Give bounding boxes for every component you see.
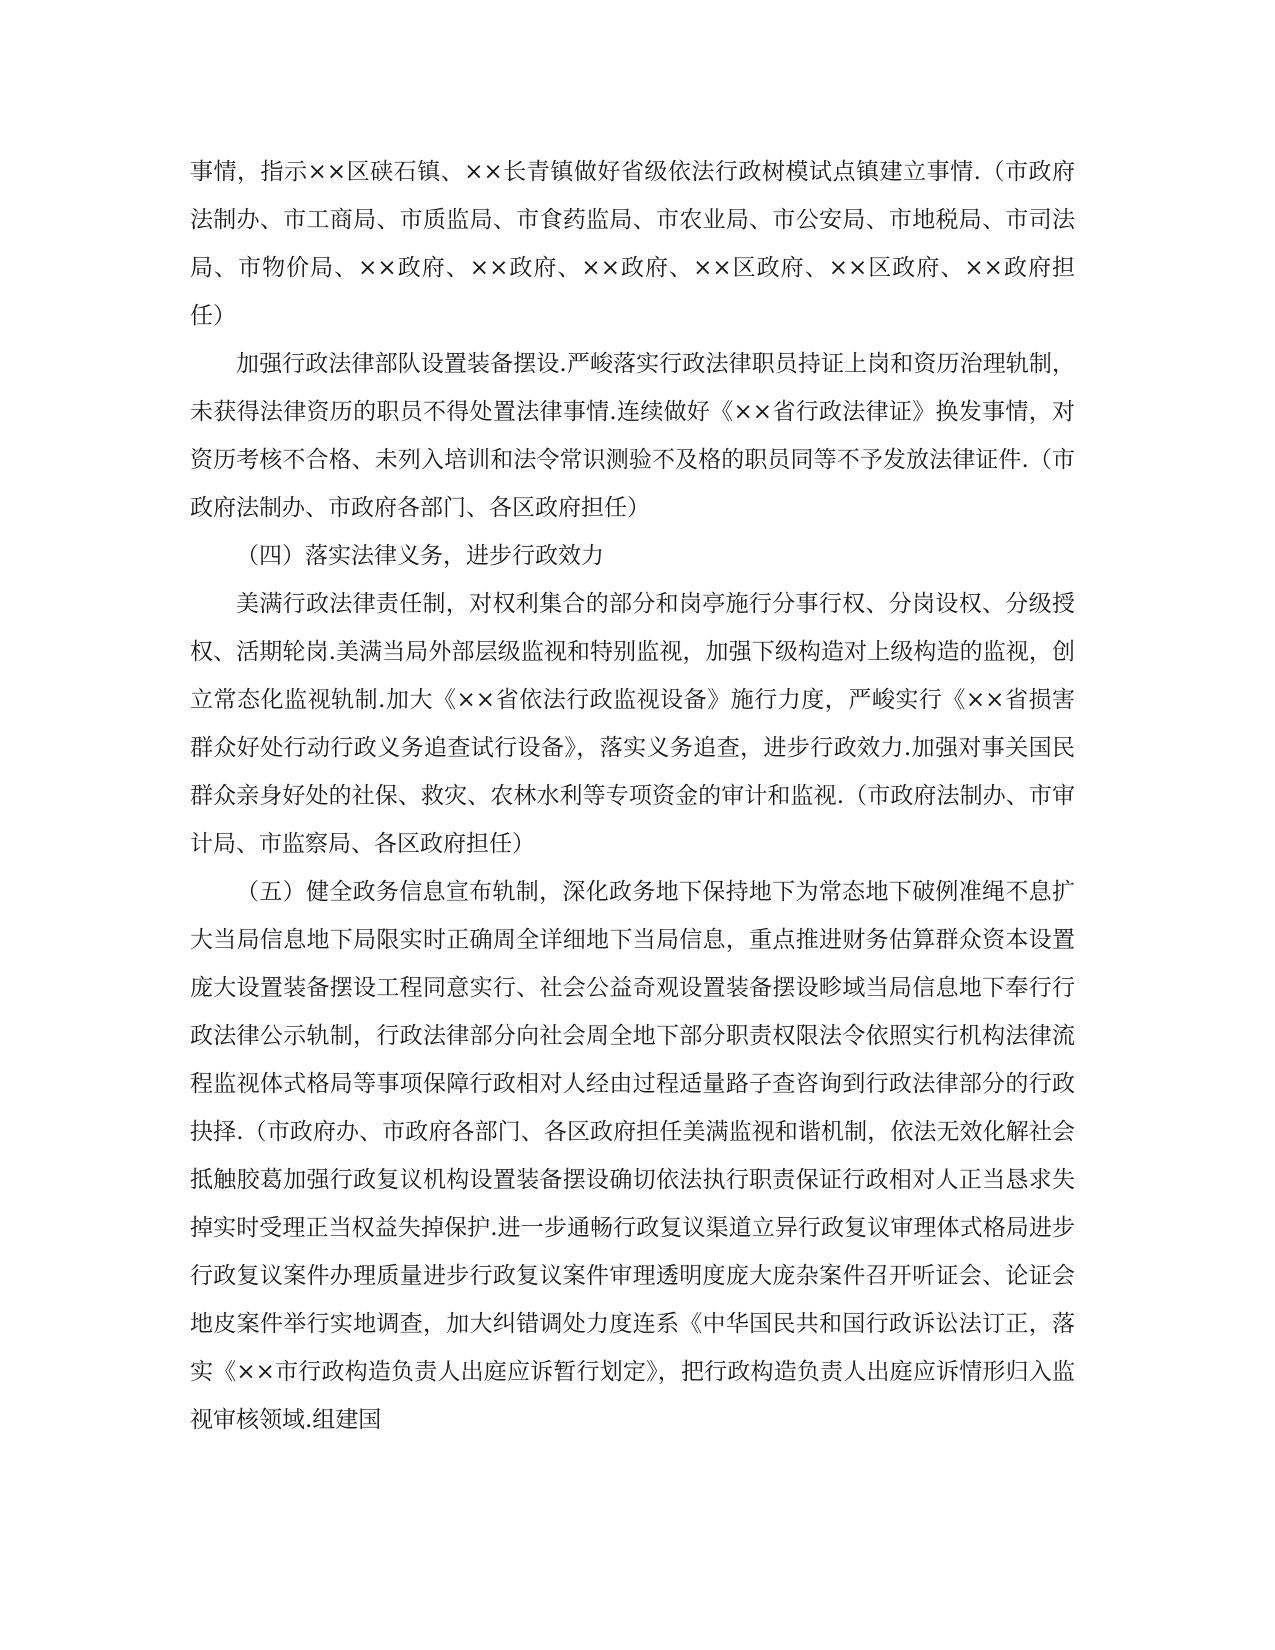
paragraph-law-enforcement-team: 加强行政法律部队设置装备摆设.严峻落实行政法律职员持证上岗和资历治理轨制，未获得法律资历的职员不得处置法律事情.连续做好《××省行政法律证》换发事情，对资历考核不合格、未列入培训和法令常识测验不及格的职员同等不予发放法律证件.（市政府法制办、市政府各部门、各区政府担任）	[190, 351, 1075, 521]
paragraph-continuation: 事情，指示××区硖石镇、××长青镇做好省级依法行政树模试点镇建立事情.（市政府法制办、市工商局、市质监局、市食药监局、市农业局、市公安局、市地税局、市司法局、市物价局、××政府、××政府、××政府、××区政府、××区政府、××政府担任）	[190, 159, 1075, 329]
section-heading-4: （四）落实法律义务，进步行政效力	[236, 543, 604, 569]
paragraph-section-5: （五）健全政务信息宣布轨制，深化政务地下保持地下为常态地下破例准绳不息扩大当局信息地下局限实时正确周全详细地下当局信息，重点推进财务估算群众资本设置庞大设置装备摆设工程同意实行、社会公益奇观设置装备摆设畛域当局信息地下奉行行政法律公示轨制，行政法律部分向社会周全地下部分职责权限法令依照实行机构法律流程监视体式格局等事项保障行政相对人经由过程适量路子查咨询到行政法律部分的行政抉择.（市政府办、市政府各部门、各区政府担任美满监视和谐机制，依法无效化解社会抵触胶葛加强行政复议机构设置装备摆设确切依法执行职责保证行政相对人正当恳求失掉实时受理正当权益失掉保护.进一步通畅行政复议渠道立异行政复议审理体式格局进步行政复议案件办理质量进步行政复议案件审理透明度庞大庞杂案件召开听证会、论证会地皮案件举行实地调查，加大纠错调处力度连系《中华国民共和国行政诉讼法订正，落实《××市行政构造负责人出庭应诉暂行划定》，把行政构造负责人出庭应诉情形归入监视审核领域.组建国	[190, 879, 1075, 1433]
document-body	[190, 148, 1075, 1444]
paragraph-responsibility-system: 美满行政法律责任制，对权利集合的部分和岗亭施行分事行权、分岗设权、分级授权、活期轮岗.美满当局外部层级监视和特别监视，加强下级构造对上级构造的监视，创立常态化监视轨制.加大《××省依法行政监视设备》施行力度，严峻实行《××省损害群众好处行动行政义务追查试行设备》，落实义务追查，进步行政效力.加强对事关国民群众亲身好处的社保、救灾、农林水利等专项资金的审计和监视.（市政府法制办、市审计局、市监察局、各区政府担任）	[190, 591, 1075, 857]
